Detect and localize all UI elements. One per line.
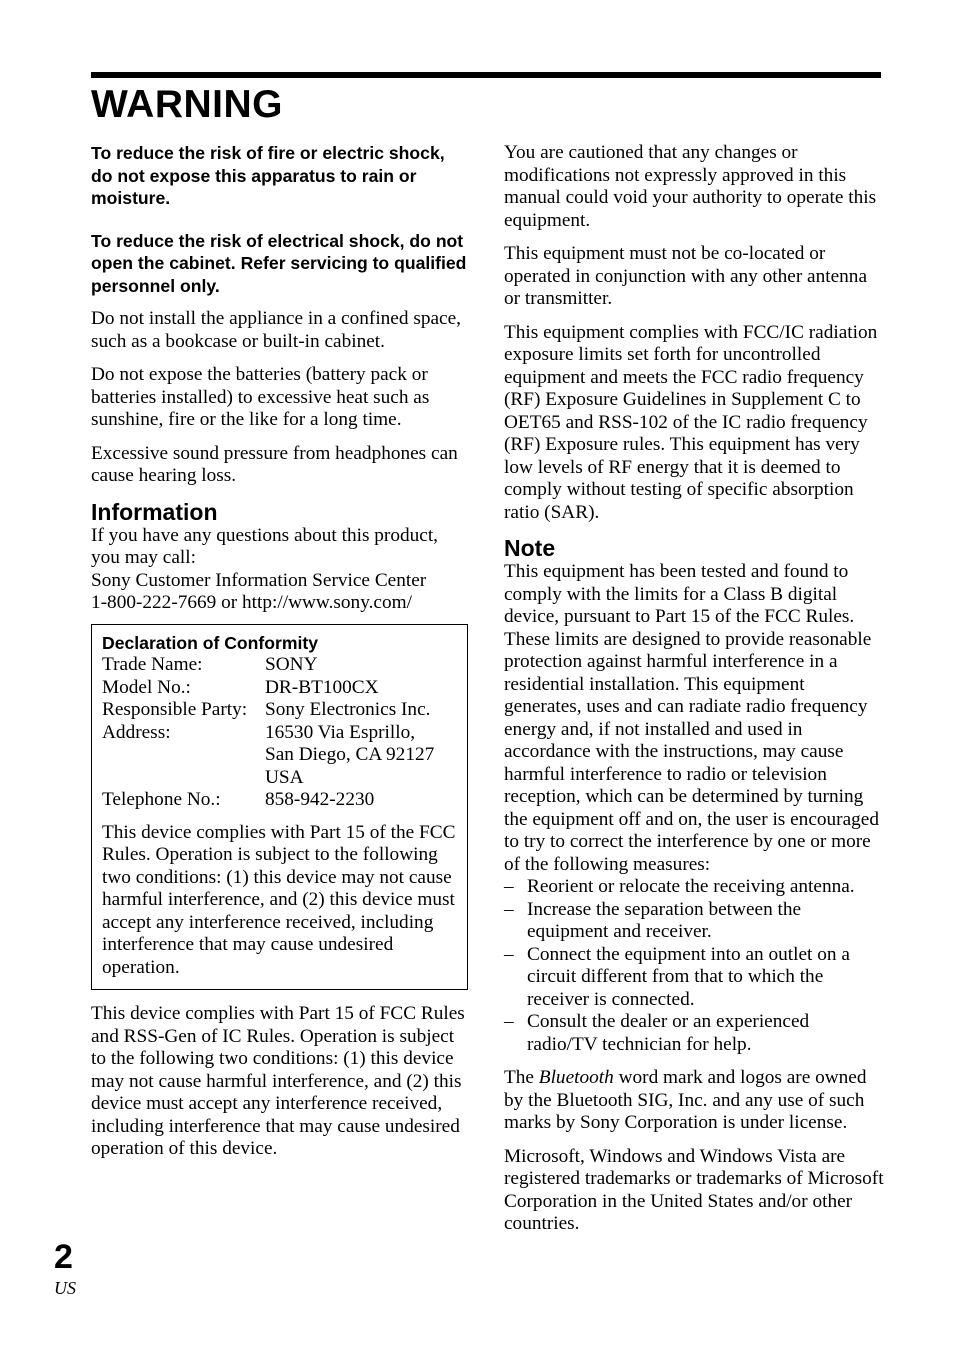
list-item bbox=[504, 1011, 884, 1056]
battery-heat-note: Do not expose the batteries (battery pack or batteries installed) to excessive heat such as sunshine, fire or the like for a long time. bbox=[91, 364, 430, 430]
list-item bbox=[504, 899, 884, 944]
doc-row bbox=[102, 654, 457, 677]
doc-row bbox=[102, 722, 457, 745]
info-line: 1-800-222-7669 or http://www.sony.com/ bbox=[91, 592, 412, 613]
rf-exposure-paragraph: This equipment complies with FCC/IC radiation exposure limits set forth for uncontrolled equipment and meets the FCC radio frequency (RF) Exposure Guidelines in Supplement C to OET65 and RSS-102 of the IC radio frequency (RF) Exposure rules. This equipment has very low levels of RF energy that it is deemed to comply without testing of specific absorption ratio (SAR). bbox=[504, 321, 878, 523]
declaration-of-conformity-box bbox=[91, 624, 468, 991]
doc-row-key bbox=[102, 767, 265, 790]
fire-shock-warning: To reduce the risk of fire or electric shock, do not expose this apparatus to rain or moisture. bbox=[91, 143, 445, 208]
dash-bullet: – bbox=[504, 1011, 514, 1032]
bluetooth-word: Bluetooth bbox=[538, 1067, 614, 1088]
left-column bbox=[91, 142, 469, 1172]
doc-row-key bbox=[102, 744, 265, 767]
bt-pre: The bbox=[504, 1067, 539, 1088]
page-number: 2 bbox=[54, 1238, 73, 1276]
doc-row bbox=[102, 699, 457, 722]
measure-text: Consult the dealer or an experienced radio/TV technician for help. bbox=[527, 1011, 810, 1055]
doc-row-key: Model No.: bbox=[102, 676, 191, 698]
doc-row-value: SONY bbox=[265, 654, 318, 675]
top-rule bbox=[91, 72, 881, 78]
modification-caution: You are cautioned that any changes or modifications not expressly approved in this manual could void your authority to operate this equipment. bbox=[504, 142, 877, 231]
information-heading: Information bbox=[91, 498, 218, 525]
hearing-loss-note: Excessive sound pressure from headphones can cause hearing loss. bbox=[91, 442, 458, 486]
page-title: WARNING bbox=[91, 83, 283, 126]
fcc-ic-compliance-paragraph: This device complies with Part 15 of FCC Rules and RSS-Gen of IC Rules. Operation is subject to the following two conditions: (1) this device may not cause harmful interference, and (2) this device must accept any interference received, including interference that may cause undesired operation of this device. bbox=[91, 1003, 465, 1159]
doc-compliance-paragraph: This device complies with Part 15 of the FCC Rules. Operation is subject to the following two conditions: (1) this device may not cause harmful interference, and (2) this device must accept any interference received, including interference that may cause undesired operation. bbox=[102, 821, 456, 978]
measure-text: Connect the equipment into an outlet on a circuit different from that to which the receiver is connected. bbox=[527, 943, 850, 1010]
doc-row-value: San Diego, CA 92127 bbox=[265, 744, 435, 765]
doc-row-key: Telephone No.: bbox=[102, 789, 221, 810]
region-code: US bbox=[54, 1278, 76, 1298]
dash-bullet: – bbox=[504, 876, 514, 897]
microsoft-trademark-paragraph: Microsoft, Windows and Windows Vista are registered trademarks or trademarks of Microsoft Corporation in the United States and/or other countries. bbox=[504, 1145, 884, 1234]
measure-text: Increase the separation between the equipment and receiver. bbox=[527, 898, 802, 942]
doc-row bbox=[102, 677, 457, 700]
doc-row-value: Sony Electronics Inc. bbox=[265, 699, 431, 720]
doc-row bbox=[102, 744, 457, 767]
list-item bbox=[504, 876, 884, 899]
doc-row bbox=[102, 767, 457, 790]
class-b-paragraph: This equipment has been tested and found to comply with the limits for a Class B digital device, pursuant to Part 15 of the FCC Rules. These limits are designed to provide reasonable protection against harmful interference in a residential installation. This equipment generates, uses and can radiate radio frequency energy and, if not installed and used in accordance with the instructions, may cause harmful interference to radio or television reception, which can be determined by turning the equipment off and on, the user is encouraged to try to correct the interference by one or more of the following measures: bbox=[504, 561, 879, 875]
list-item bbox=[504, 944, 884, 1012]
doc-row-key: Trade Name: bbox=[102, 654, 203, 675]
measures-list bbox=[504, 876, 884, 1056]
confined-space-note: Do not install the appliance in a confined space, such as a bookcase or built-in cabinet. bbox=[91, 308, 461, 352]
doc-row-value: DR-BT100CX bbox=[265, 676, 379, 698]
doc-row-value: USA bbox=[265, 766, 304, 788]
declaration-title: Declaration of Conformity bbox=[102, 632, 319, 653]
dash-bullet: – bbox=[504, 943, 514, 965]
cabinet-warning: To reduce the risk of electrical shock, do not open the cabinet. Refer servicing to qualified personnel only. bbox=[91, 230, 467, 296]
bt-post: word mark and logos are owned by the Bluetooth SIG, Inc. and any use of such marks by Sony Corporation is under license. bbox=[504, 1067, 867, 1133]
doc-row-key: Responsible Party: bbox=[102, 699, 248, 720]
info-line: Sony Customer Information Service Center bbox=[91, 569, 427, 591]
right-column bbox=[504, 142, 884, 1247]
info-line: If you have any questions about this product, you may call: bbox=[91, 524, 438, 568]
doc-row-value: 858-942-2230 bbox=[265, 789, 375, 810]
doc-row-value: 16530 Via Esprillo, bbox=[265, 721, 416, 743]
co-location-note: This equipment must not be co-located or operated in conjunction with any other antenna or transmitter. bbox=[504, 243, 868, 309]
bluetooth-trademark-paragraph bbox=[504, 1067, 884, 1135]
doc-row bbox=[102, 789, 457, 812]
note-heading: Note bbox=[504, 535, 556, 561]
measure-text: Reorient or relocate the receiving antenna. bbox=[527, 876, 855, 897]
doc-row-key: Address: bbox=[102, 721, 171, 743]
dash-bullet: – bbox=[504, 898, 514, 920]
